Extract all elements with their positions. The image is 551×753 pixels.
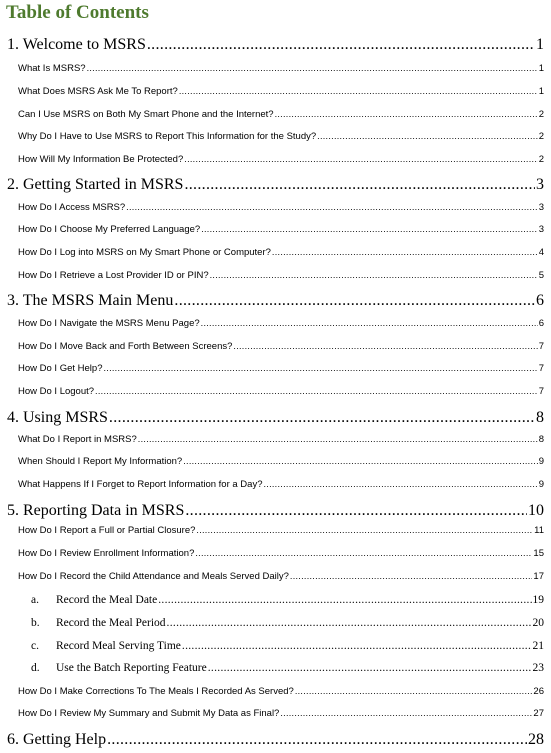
toc-dot-leader [275,109,538,120]
toc-entry[interactable] [18,63,544,79]
toc-entry[interactable] [18,318,544,334]
toc-entry-text: Record Meal Serving Time [56,640,181,652]
toc-page-number: 28 [528,731,544,748]
toc-dot-leader [183,456,537,467]
toc-page-number: 17 [533,571,544,582]
toc-dot-leader [184,154,537,165]
toc-entry[interactable] [18,109,544,125]
toc-dot-leader [210,270,538,281]
toc-entry-label: How Do I Record the Child Attendance and Meals Served Daily? [18,571,289,582]
toc-section-entry[interactable] [7,502,544,524]
toc-entry[interactable] [18,341,544,357]
toc-entry-label: How Will My Information Be Protected? [18,154,184,165]
toc-entry-label: How Do I Review Enrollment Information? [18,548,195,559]
toc-entry[interactable] [18,86,544,102]
toc-page-number: 1 [538,86,544,97]
toc-dot-leader [208,662,532,674]
toc-entry-number: b. [31,617,40,629]
toc-entry-label: When Should I Report My Information? [18,456,183,467]
toc-dot-leader [195,548,532,559]
toc-entry[interactable] [18,434,544,450]
toc-page-number: 9 [538,456,544,467]
toc-entry-label: 1. Welcome to MSRS [7,36,146,53]
toc-entry-text: Use the Batch Reporting Feature [56,662,207,674]
toc-page-number: 1 [536,36,544,53]
toc-page-number: 6 [536,292,544,309]
toc-section-entry[interactable] [7,731,544,753]
toc-entry-label: How Do I Logout? [18,386,95,397]
toc-entry-label: What Does MSRS Ask Me To Report? [18,86,178,97]
toc-entry[interactable] [18,202,544,218]
toc-section-entry[interactable] [7,36,544,58]
toc-entry-label: 6. Getting Help [7,731,107,748]
toc-entry-label: How Do I Make Corrections To The Meals I Recorded As Served? [18,686,294,697]
toc-dot-leader [109,409,535,427]
toc-dot-leader [295,686,533,697]
toc-dot-leader [184,176,535,194]
toc-entry[interactable] [18,247,544,263]
toc-dot-leader [233,341,537,352]
toc-page-number: 6 [538,318,544,329]
toc-title: Table of Contents [6,2,149,23]
toc-dot-leader [185,502,527,520]
toc-entry[interactable] [18,686,544,702]
toc-subitem-entry[interactable] [31,594,544,610]
toc-entry-label: What Happens If I Forget to Report Information for a Day? [18,479,263,490]
toc-page-number: 9 [538,479,544,490]
toc-section-entry[interactable] [7,176,544,198]
toc-page-number: 8 [536,409,544,426]
toc-page-number: 26 [533,686,544,697]
toc-entry-label: How Do I Report a Full or Partial Closure? [18,525,196,536]
toc-entry[interactable] [18,224,544,240]
toc-dot-leader [138,434,538,445]
toc-page-number: 4 [538,247,544,258]
toc-entry-label: 3. The MSRS Main Menu [7,292,174,309]
toc-section-entry[interactable] [7,292,544,314]
toc-page-number: 15 [533,548,544,559]
toc-page-number: 3 [538,202,544,213]
toc-page-number: 10 [528,502,544,519]
toc-page-number: 5 [538,270,544,281]
toc-page-number: 2 [538,131,544,142]
toc-page-number: 2 [538,154,544,165]
toc-dot-leader [147,36,535,54]
toc-dot-leader [272,247,538,258]
toc-entry-label [31,617,166,629]
toc-entry[interactable] [18,571,544,587]
toc-entry-label: How Do I Choose My Preferred Language? [18,224,201,235]
toc-page-number: 19 [532,594,544,606]
toc-entry[interactable] [18,525,544,541]
toc-dot-leader [95,386,538,397]
toc-dot-leader [290,571,533,582]
toc-entry-label: Can I Use MSRS on Both My Smart Phone and the Internet? [18,109,274,120]
toc-entry-label: How Do I Move Back and Forth Between Screens? [18,341,233,352]
toc-dot-leader [126,202,538,213]
toc-dot-leader [174,292,535,310]
toc-subitem-entry[interactable] [31,640,544,656]
toc-entry-label: What Do I Report in MSRS? [18,434,137,445]
toc-page-number: 20 [532,617,544,629]
toc-entry-label: 5. Reporting Data in MSRS [7,502,185,519]
toc-entry-label: Why Do I Have to Use MSRS to Report This Information for the Study? [18,131,317,142]
toc-page-number: 7 [538,386,544,397]
toc-entry[interactable] [18,270,544,286]
toc-entry-text: Record the Meal Period [56,617,166,629]
toc-page-number: 23 [532,662,544,674]
toc-entry[interactable] [18,386,544,402]
toc-page-number: 8 [538,434,544,445]
toc-entry-label [31,640,181,652]
toc-entry[interactable] [18,708,544,724]
toc-entry-text: Record the Meal Date [56,594,158,606]
toc-dot-leader [201,318,538,329]
toc-page-number: 3 [536,176,544,193]
toc-entry-number: d. [31,662,40,674]
toc-dot-leader [107,731,527,749]
toc-entry-label: What Is MSRS? [18,63,86,74]
toc-dot-leader [182,640,532,652]
toc-entry[interactable] [18,131,544,147]
toc-section-entry[interactable] [7,409,544,431]
toc-page-number: 7 [538,341,544,352]
toc-page-number: 3 [538,224,544,235]
toc-dot-leader [158,594,531,606]
toc-entry-label [31,594,157,606]
toc-entry[interactable] [18,154,544,170]
toc-page-number: 11 [534,525,544,536]
toc-entry-label: How Do I Navigate the MSRS Menu Page? [18,318,200,329]
toc-entry[interactable] [18,548,544,564]
toc-entry[interactable] [18,363,544,379]
toc-subitem-entry[interactable] [31,617,544,633]
toc-entry-label: 4. Using MSRS [7,409,108,426]
toc-page-number: 1 [538,63,544,74]
toc-dot-leader [196,525,533,536]
toc-dot-leader [280,708,532,719]
toc-entry-label: 2. Getting Started in MSRS [7,176,184,193]
toc-dot-leader [179,86,538,97]
toc-dot-leader [87,63,538,74]
toc-dot-leader [201,224,538,235]
toc-entry-label: How Do I Get Help? [18,363,103,374]
toc-dot-leader [103,363,537,374]
toc-page-number: 7 [538,363,544,374]
toc-entry-label: How Do I Retrieve a Lost Provider ID or PIN? [18,270,209,281]
toc-page-number: 27 [533,708,544,719]
toc-entry[interactable] [18,456,544,472]
toc-dot-leader [263,479,537,490]
toc-subitem-entry[interactable] [31,662,544,678]
toc-dot-leader [167,617,532,629]
toc-entry-label [31,662,207,674]
toc-entry-number: a. [31,594,39,606]
toc-page-number: 2 [538,109,544,120]
toc-entry-label: How Do I Review My Summary and Submit My Data as Final? [18,708,280,719]
toc-page-number: 21 [532,640,544,652]
toc-entry[interactable] [18,479,544,495]
toc-entry-number: c. [31,640,39,652]
toc-entry-label: How Do I Access MSRS? [18,202,126,213]
toc-entry-label: How Do I Log into MSRS on My Smart Phone or Computer? [18,247,271,258]
toc-dot-leader [317,131,538,142]
